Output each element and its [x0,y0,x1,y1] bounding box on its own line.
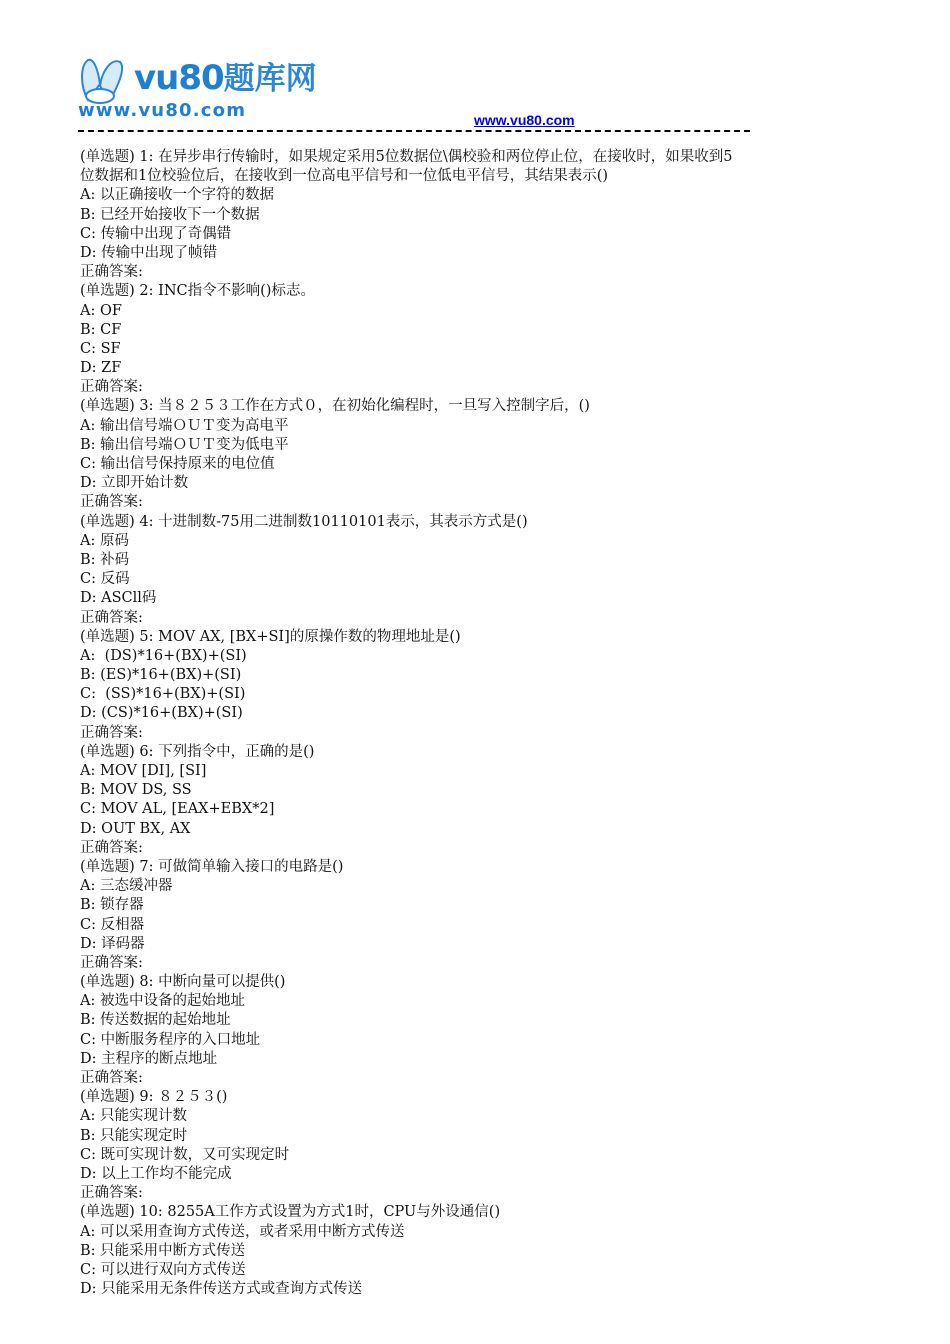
bunny-mascot-icon [78,56,136,104]
correct-answer-label: 正确答案: [80,1185,143,1202]
answer-option: A: 三态缓冲器 [80,878,173,895]
answer-option: D: ASCll码 [80,590,157,607]
answer-option: C: 反码 [80,571,130,588]
answer-option: D: 以上工作均不能完成 [80,1165,232,1182]
answer-option: D: ZF [80,360,122,377]
correct-answer-label: 正确答案: [80,839,143,856]
answer-option: D: 主程序的断点地址 [80,1050,218,1067]
question-stem: (单选题) 5: MOV AX, [BX+SI]的原操作数的物理地址是() [80,628,461,645]
question-stem: (单选题) 7: 可做简单输入接口的电路是() [80,858,344,875]
question-stem: (单选题) 10: 8255A工作方式设置为方式1时，CPU与外设通信() [80,1204,501,1221]
answer-option: A: 原码 [80,532,129,549]
logo-brand: vu80题库网 [134,58,317,98]
answer-option: A: 输出信号端ＯＵＴ变为高电平 [80,417,289,434]
question-stem: (单选题) 2: INC指令不影响()标志。 [80,283,315,300]
correct-answer-label: 正确答案: [80,494,143,511]
correct-answer-label: 正确答案: [80,379,143,396]
answer-option: A: 可以采用查询方式传送，或者采用中断方式传送 [80,1223,405,1240]
answer-option: C: SF [80,340,121,357]
correct-answer-label: 正确答案: [80,724,143,741]
answer-option: A: MOV [DI], [SI] [80,763,207,779]
correct-answer-label: 正确答案: [80,609,143,626]
question-stem: (单选题) 1: 在异步串行传输时，如果规定采用5位数据位\偶校验和两位停止位，在接收时，如果收到5 [80,149,733,165]
answer-option: A: 以正确接收一个字符的数据 [80,187,274,204]
text-line: 位数据和1位校验位后，在接收到一位高电平信号和一位低电平信号，其结果表示() [80,168,609,185]
answer-option: A: 只能实现计数 [80,1108,187,1125]
question-stem: (单选题) 3: 当８２５３工作在方式０，在初始化编程时，一旦写入控制字后，() [80,398,590,415]
answer-option: C: 传输中出现了奇偶错 [80,225,232,242]
site-link[interactable]: www.vu80.com [474,112,575,128]
answer-option: D: 只能采用无条件传送方式或查询方式传送 [80,1281,363,1298]
correct-answer-label: 正确答案: [80,264,143,281]
question-list [80,148,880,1299]
answer-option: B: 只能实现定时 [80,1127,188,1144]
header-divider [78,130,750,132]
answer-option: D: (CS)*16+(BX)+(SI) [80,705,243,722]
answer-option: A: OF [80,302,122,319]
answer-option: C: 反相器 [80,916,145,933]
answer-option: D: 译码器 [80,935,145,952]
answer-option: D: 立即开始计数 [80,475,189,492]
answer-option: C: 既可实现计数，又可实现定时 [80,1146,290,1163]
answer-option: B: 输出信号端ＯＵＴ变为低电平 [80,436,289,453]
answer-option: A: (DS)*16+(BX)+(SI) [80,647,247,664]
answer-option: D: OUT BX, AX [80,820,191,837]
site-logo[interactable] [78,56,317,126]
answer-option: C: MOV AL, [EAX+EBX*2] [80,801,275,818]
answer-option: B: CF [80,321,122,338]
answer-option: C: (SS)*16+(BX)+(SI) [80,686,246,703]
answer-option: C: 输出信号保持原来的电位值 [80,456,275,472]
answer-option: B: 传送数据的起始地址 [80,1012,231,1029]
answer-option: B: 只能采用中断方式传送 [80,1242,246,1259]
question-stem: (单选题) 9: ８２５３() [80,1089,228,1106]
answer-option: B: (ES)*16+(BX)+(SI) [80,667,242,684]
answer-option: B: 锁存器 [80,897,144,914]
correct-answer-label: 正确答案: [80,1070,143,1086]
answer-option: B: 已经开始接收下一个数据 [80,206,260,223]
question-stem: (单选题) 4: 十进制数-75用二进制数10110101表示，其表示方式是() [80,513,528,530]
correct-answer-label: 正确答案: [80,954,143,971]
answer-option: B: MOV DS, SS [80,782,192,799]
answer-option: C: 中断服务程序的入口地址 [80,1031,261,1048]
page-header [78,56,758,136]
question-stem: (单选题) 8: 中断向量可以提供() [80,974,286,991]
answer-option: D: 传输中出现了帧错 [80,244,218,261]
question-stem: (单选题) 6: 下列指令中，正确的是() [80,743,315,760]
logo-url: www.vu80.com [78,100,247,121]
answer-option: A: 被选中设备的起始地址 [80,993,245,1010]
answer-option: C: 可以进行双向方式传送 [80,1261,246,1278]
answer-option: B: 补码 [80,551,130,568]
